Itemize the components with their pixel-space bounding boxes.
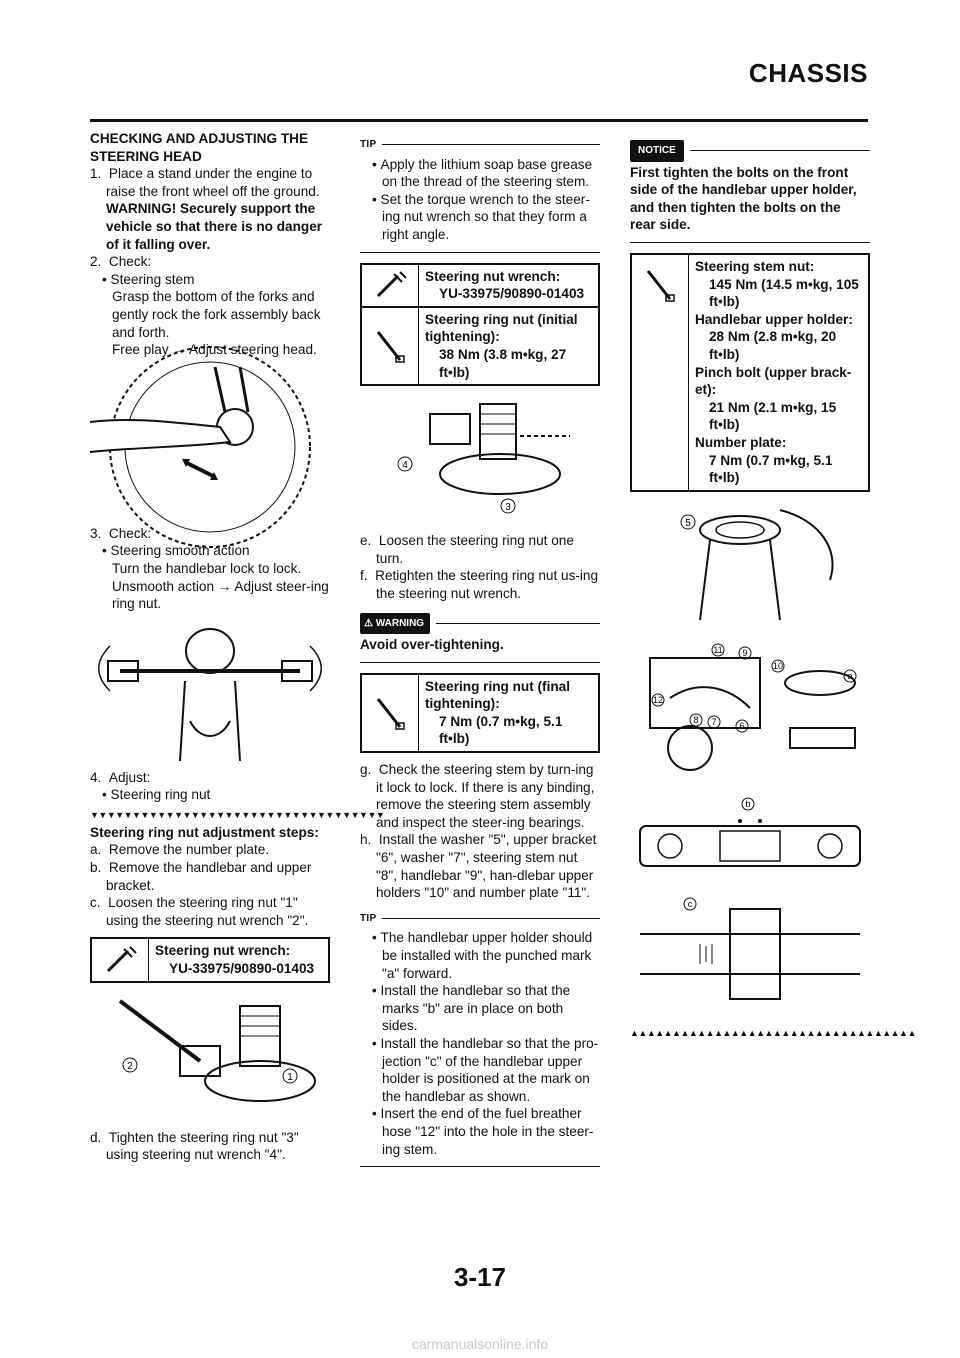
torque-title-1: Steering stem nut: <box>695 258 815 274</box>
page-header-title: CHASSIS <box>748 58 868 88</box>
spec-box-final <box>360 673 600 753</box>
torque-wrench-icon <box>632 255 689 490</box>
tip-header-2: TIP <box>360 910 600 928</box>
spec-box-stack-1 <box>360 263 600 387</box>
step-3: 3. Check: <box>90 525 152 541</box>
section-title: CHECKING AND ADJUSTING THE STEERING HEAD <box>90 131 309 164</box>
callout-b: b <box>745 798 751 809</box>
callout-9: 9 <box>742 647 748 658</box>
spec-box-torques <box>630 253 870 492</box>
warning-icon: ⚠ <box>364 617 376 629</box>
tip-2-bullet-3: • Install the handlebar so that the pro-jection "c" of the handlebar upper holder is positioned at the mark on the handlebar as shown. <box>372 1035 599 1104</box>
sub-step-g: g. Check the steering stem by turn-ing it lock to lock. If there is any binding, remove the steering stem assembly and inspect the steer-ing bearings. <box>360 762 595 830</box>
figure-washer-install <box>630 500 870 630</box>
spec-value: YU-33975/90890-01403 <box>439 286 585 302</box>
sub-step-a: a. Remove the number plate. <box>90 842 270 858</box>
step-2: 2. Check: <box>90 254 152 270</box>
sub-step-h: h. Install the washer "5", upper bracket "6", washer "7", steering stem nut "8", handlebar "9", han-dlebar upper holders "10" and number plate "11". <box>360 832 597 901</box>
torque-value-4: 7 Nm (0.7 m•kg, 5.1 ft•lb) <box>709 452 833 486</box>
tip-1-bullet-2: • Set the torque wrench to the steer-ing nut wrench so that they form a right angle. <box>372 191 590 242</box>
torque-wrench-icon <box>362 675 419 751</box>
step-4-bullet: • Steering ring nut <box>102 787 211 803</box>
tip-2-end-rule <box>360 1166 600 1167</box>
torque-value-2: 28 Nm (2.8 m•kg, 20 ft•lb) <box>709 329 837 362</box>
tip-header-1: TIP <box>360 136 600 154</box>
spec-title: Steering ring nut (initial tightening): <box>425 311 578 345</box>
figure-holder-projection <box>630 894 870 1014</box>
wrench-icon <box>362 265 419 306</box>
step-1-warning: WARNING! Securely support the vehicle so that there is no danger of it falling over. <box>106 201 323 252</box>
callout-10: 10 <box>772 660 784 671</box>
notice-text: First tighten the bolts on the front side of the handlebar upper holder, and then tighten the bolts on the rear side. <box>630 164 857 233</box>
callout-2: 2 <box>127 1060 133 1072</box>
column-2 <box>360 130 600 1177</box>
wrench-icon <box>92 939 149 980</box>
sub-step-b: b. Remove the handlebar and upper bracket. <box>90 860 312 893</box>
callout-a: a <box>847 670 853 681</box>
warning-text: Avoid over-tightening. <box>360 637 504 653</box>
callout-3: 3 <box>505 502 511 514</box>
spec-value: YU-33975/90890-01403 <box>169 961 315 977</box>
notice-end-rule <box>630 242 870 243</box>
callout-6: 6 <box>739 720 745 731</box>
callout-11: 11 <box>713 644 723 655</box>
torque-wrench-icon <box>362 308 419 384</box>
tip-2-bullet-1: • The handlebar upper holder should be installed with the punched mark "a" forward. <box>372 930 593 981</box>
tip-1-end-rule <box>360 252 600 253</box>
tip-2-bullet-4: • Insert the end of the fuel breather hose "12" into the hole in the steer-ing stem. <box>372 1106 594 1157</box>
footer-watermark: carmanualsonline.info <box>411 1336 549 1352</box>
callout-c: c <box>687 898 693 909</box>
header-rule <box>90 119 868 122</box>
notice-header: NOTICE <box>630 140 870 162</box>
step-3-result: Unsmooth action → Adjust steer-ing ring nut. <box>112 578 329 612</box>
spec-title: Steering ring nut (final tightening): <box>425 678 570 712</box>
callout-4: 4 <box>402 460 408 472</box>
torque-value-1: 145 Nm (14.5 m•kg, 105 ft•lb) <box>709 276 859 310</box>
page-number: 3-17 <box>453 1262 507 1292</box>
step-2-bullet: • Steering stem <box>102 271 195 287</box>
tip-2-bullet-2: • Install the handlebar so that the marks "b" are in place on both sides. <box>372 983 571 1034</box>
procedure-end-marker: ▲▲▲▲▲▲▲▲▲▲▲▲▲▲▲▲▲▲▲▲▲▲▲▲▲▲▲▲▲▲▲▲▲▲ <box>630 1027 916 1038</box>
warning-header: ⚠ WARNING <box>360 613 600 635</box>
sub-step-d: d. Tighten the steering ring nut "3" using steering nut wrench "4". <box>90 1129 299 1163</box>
spec-value: 7 Nm (0.7 m•kg, 5.1 ft•lb) <box>439 713 563 747</box>
step-2-result: Free play → Adjust steering head. <box>112 342 317 358</box>
procedure-start-marker: ▼▼▼▼▼▼▼▼▼▼▼▼▼▼▼▼▼▼▼▼▼▼▼▼▼▼▼▼▼▼▼▼▼▼▼ <box>90 809 385 820</box>
step-2-body: Grasp the bottom of the forks and gently rock the fork assembly back and forth. <box>112 289 321 340</box>
figure-tighten-ring-nut <box>360 394 600 524</box>
step-3-bullet: • Steering smooth action <box>102 543 250 559</box>
torque-value-3: 21 Nm (2.1 m•kg, 15 ft•lb) <box>709 399 837 433</box>
callout-5: 5 <box>685 517 691 529</box>
spec-box-wrench-1 <box>90 937 330 982</box>
sub-step-f: f. Retighten the steering ring nut us-ing the steering nut wrench. <box>360 568 599 601</box>
callout-1: 1 <box>287 1071 293 1083</box>
column-3 <box>630 130 916 1038</box>
figure-handlebar-lock <box>90 621 330 761</box>
tip-1-bullet-1: • Apply the lithium soap base grease on the thread of the steering stem. <box>372 156 593 190</box>
callout-12: 12 <box>652 694 664 705</box>
figure-loosen-ring-nut <box>90 991 330 1121</box>
callout-8: 8 <box>693 714 699 725</box>
spec-value: 38 Nm (3.8 m•kg, 27 ft•lb) <box>439 346 567 380</box>
torque-title-2: Handlebar upper holder: <box>695 311 853 327</box>
step-3-body: Turn the handlebar lock to lock. <box>112 560 302 576</box>
callout-7: 7 <box>711 716 717 727</box>
step-4: 4. Adjust: <box>90 769 151 785</box>
procedure-title: Steering ring nut adjustment steps: <box>90 824 319 840</box>
torque-title-3: Pinch bolt (upper brack-et): <box>695 364 852 398</box>
spec-title: Steering nut wrench: <box>155 943 291 959</box>
spec-title: Steering nut wrench: <box>425 268 561 284</box>
sub-step-e: e. Loosen the steering ring nut one turn. <box>360 533 574 566</box>
figure-handlebar-marks <box>630 796 870 886</box>
sub-step-c: c. Loosen the steering ring nut "1" using the steering nut wrench "2". <box>90 895 309 928</box>
torque-title-4: Number plate: <box>695 434 787 450</box>
figure-wheel-rock <box>90 367 330 517</box>
warning-end-rule <box>360 662 600 663</box>
figure-upper-bracket <box>630 638 870 788</box>
step-1: 1. Place a stand under the engine to raise the front wheel off the ground. WARNING! Securely support the vehicle so that there is no danger of it falling over. <box>90 166 323 252</box>
